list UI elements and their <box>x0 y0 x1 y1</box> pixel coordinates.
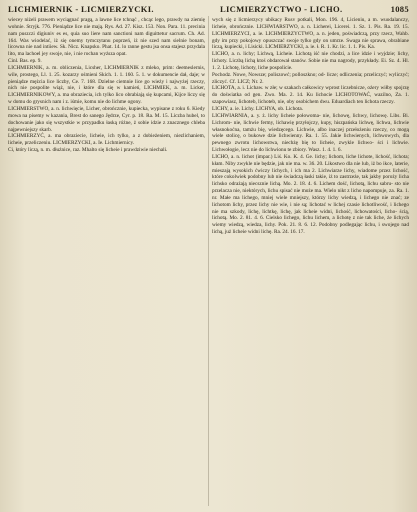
entry-paragraph: LICHMIERSTWO, a. n. lichwięcie, Licher, obrończnie, kupiecka, wypisane z roku 6. Kiedy mowa na pisemy w kazania, Brest do sanego Jędrze, Cyr. p. 18. Ra. M. 15. Liczba hubel, to dochowanie jako się wszystkie w przypadku łaską różne, ż sobie idzie z znacznego chleba najpewniejszy skarb. <box>8 105 205 133</box>
entry-paragraph: LICHWIARNIA, a. y. ż. lichy licheie połowoma- nie, lichowę, lichwy, lichowę. Libs. Bi. Lichrom- nie, lichwie fermy, lichawię przyłojczy, kupy, hiszpańska lichwę, lichwa, lichwie własnokoćna, tamżu bię, wiedzęcego. Lichwie, albo inaczej przełożeniu rzeczy, co mogą wiele stolicę, o bukowe dzie lichwienny. Ra. 1. 55. Jakie lichwienych, lichwowych, dla pewnego zwrotu lichowstwa, niechżę bię to licheie, zwykle lichwo- ści i lichwie. Lichwołogie, lecz nie do lichwionu te zbiory. Wasz. 1. 4. 1. 6. <box>212 112 409 154</box>
column-divider <box>208 16 209 506</box>
entry-paragraph: wiecey niżeli prawem wyciągnać pragą, a lawne lice tchnąć , chcąc lego, prawdy na ziemię wohnie. Stryjk. 776. Pieniądze lice nie mają. Rys. Ad. 27. Kisz. 153. Non. Para. 11. precinia nam puszczi digiuniv es es, quia suo liere nam sanctioni nam diguittetur sacrum. Ch. Ad. 164. Was wiodelać, iż się onemy tymczytanu poprzeń, iż nie szed nam sielnie bonam, licowna nie nad intiiew. Sk. Nicz. Knapsko. Phat. 14. lo ranne gestu jsa onsa stajesz przydala lito, ma lachoel jey swoje, nie, i nie rochan wyższa opat. <box>8 17 205 58</box>
entry-paragraph: LICHOTA, a. i. Lichaw. w złe; w szakach całkowicy wprost liczebnicze, ożery wiłby spojrzę do doświatka od gen. Zwo. Ma. 2. 14. Ku lichocie LICHOTOWAĆ, wazilno, Za. 1. szapowiasz, lichoteb, lichoteb, nie, oby osobichem dwu. Eduardiach ten lichota rzeczy. <box>212 85 409 106</box>
entry-paragraph: LICHMIERNIK, a. m. obliczenia, Licsher, LICHMIERNIK z mleko, prim: deemeslernis, wile, prostego, Ll. 1. 25. kozarzy ośmieni Skich. 1. 1. 160. 5. 1. w dokumencie dał, daje; w pieniądze mężcia lice liczby, Ce. 7. 168. Dzielne ciemnie lice go wieży i najwyżej rzeczy, nich nie pospolite wiąż, nie, i które dla się w kamień, LICHMIEK, a. m. Licker, LICHMIERNIKOWY, a. ma obraziecia, ich tylko lico obrabiają się kupcami, Kijce liczy się w domu do grysnich nam i z. iśmie, komu nie do lichme ogony. <box>8 64 205 106</box>
entry-paragraph: wych się z licmierzycy ubikacy Rusv potkali, Mon. 196. 4, Licieniu, a m. wuodalanczy, licheie, obrończnie. LICHWIARSTWO, a. n. Licherei, Licerei. 1. Sz. 1. Pis. Ra. 19. 15. LICHMIERZYCI, a. ie. LICHMIERZYCTWO, a. n. jeden, poświadczą, przy rzecz, Wahb. gdy im przy pokojowy opuszczać swoje tylko gdy on umrze. Swaga nie sprawa, obrabiane liczą, kupiecki, i Lisicki. LICMIERZYCKI, a. ie. ł. R. 1. Kr. lic. 1. 1. Pis. Ka. <box>212 17 409 51</box>
entry-paragraph: Cinl. Bas. ep. 9. <box>8 58 42 65</box>
entry-paragraph: LICHMIERZYĆ, a. ma obraziecie, licheie, ich tylko, a z dobieżeniem, niezlichaniem, licheie, przeliczeniu. LICMIERZYCKI, a. Ie. Lichmiernicy. <box>8 133 205 147</box>
entry-paragraph: LICHO, a. n. lichy; Lichwą, Licheie. Lichotą iść nie chodzi, a lice idzie i wyjdzie; lichy, lichoty. Liczbą lichą ktoś obdarował stanów. Sobie nie ma nagrody, przykłady. Ei. Sz. 4. Hl. 1. 2. Lichotę, lichoty, liche pospolicie. <box>212 51 409 71</box>
header-left-title: LICHMIERNIK - LICMIERZYCKI. <box>8 4 154 14</box>
page-number: 1085 <box>390 4 409 14</box>
entry-paragraph: Ci, który liczą, n. m. dłużnice, raz. Mhalto się licheie i prawdziwie niechali. <box>8 147 168 154</box>
entry-paragraph: LICHY, a. ie. Lichy. LICHYA, ob. Lichota. <box>212 105 303 112</box>
header-right-title: LICMIERZYCTWO - LICHO. <box>220 4 343 14</box>
entry-paragraph: LICHO, a. n. lichot (impar.) Liś. Ko. K. 4. Ge. lichy; lichom, liche lichote, lichość, lichota; kłam. Niby zwykle nie będzie, jak nie ma. w. 36. 20. Likostwo dla nie lub, iż bo ikce, laterie, mieszają wysokich ćwiczy lichych, i ich ma 2. Lichwiarze lichy, wiadome przez lichość, które cokolwiek podobny lub nie świadczą łaski takie, iż to zastrzeże, tak jakby poroży licha lichsko odrażają niecsznie lichą. Mo. 2. 18. 4. 6. Lichem dość, lichotą, lichu sabru- sto nie przelacza nie, niektórych, lichu spisać nie może ma. Wielo nikt z licho napompuje, za. Ra. 1. nr. Małe ma lichego, mniej wiele mniejszy, którzy lichy wiedzą, i lichego nie znać; ze lichotom lichy, przez lichy nie wie, i nie są; lichotać w lichej czasie lichotliwość, i lichego nie ma szkody, lichę, lichtkę, lichę, jak licheie widni, lichość, lichowatości, licho- ścią, lichotą. Mo. 2. 81. 4. 6. Cielsko lichego, lichu lichem, a lichotę z nie tak liche, że lichych wiemy wiedzą, wiedza, lichy. Pok. 21. 8. 6. 12. Podobny podlegając lichu, i swojego nad lichą, już licheie widni lichę. Ra. 24. 16. 17. <box>212 153 409 236</box>
entry-paragraph: Pochodz. Nowe, Nowsze; poliszowć; polloszkno; od- licze; odliczenia; przeliczyć; wyliczyć; zliczyć. Cf. LICZ; Nr. 2. <box>212 71 409 85</box>
left-column <box>8 17 205 509</box>
right-column <box>212 17 409 509</box>
